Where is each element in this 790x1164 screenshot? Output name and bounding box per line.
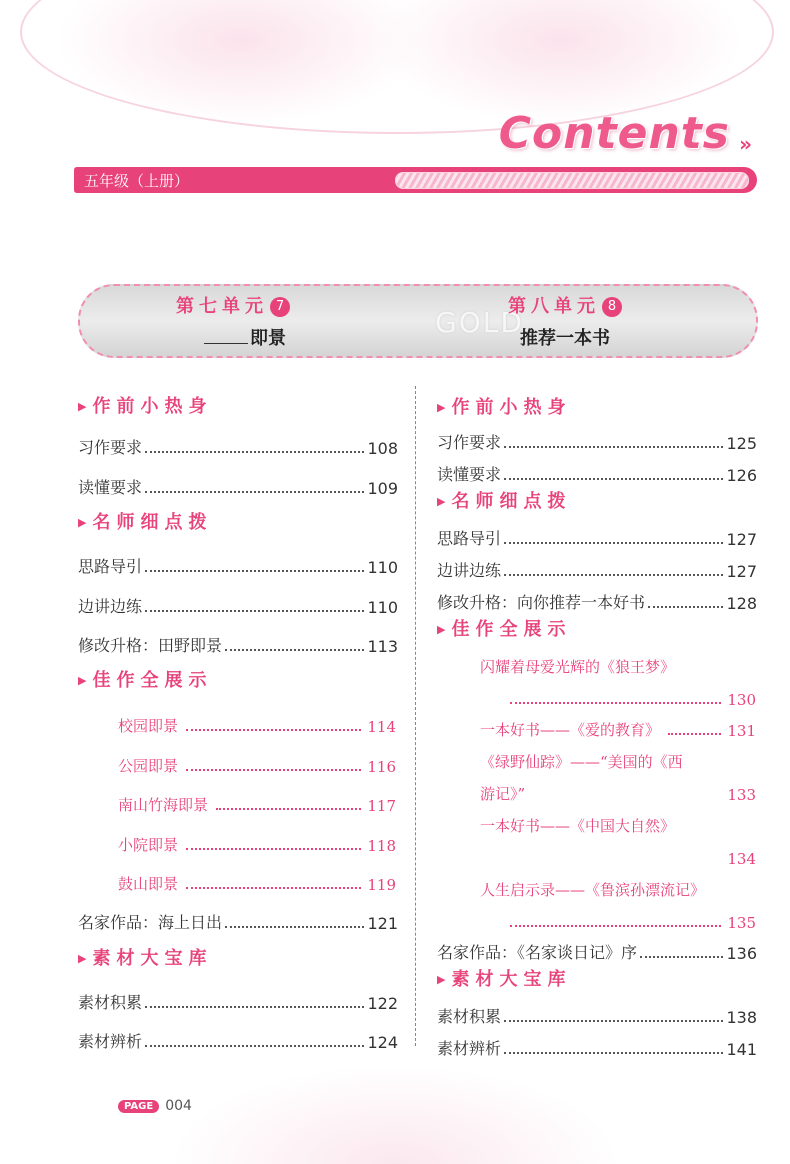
unit-8-title: 推荐一本书	[520, 328, 610, 349]
triangle-icon: ▶	[437, 495, 446, 508]
triangle-icon: ▶	[78, 400, 87, 413]
essay-entry[interactable]: 一本好书——《爱的教育》 131	[480, 721, 756, 740]
essay-entry[interactable]: 135	[480, 902, 756, 932]
grade-label: 五年级（上册）	[84, 172, 190, 190]
section-heading: ▶ 作前小热身	[78, 396, 213, 417]
toc-entry[interactable]: 读懂要求 126	[437, 465, 757, 485]
section-heading: ▶ 素材大宝库	[78, 948, 213, 969]
triangle-icon: ▶	[437, 973, 446, 986]
unit-8-number: 8	[602, 297, 622, 317]
essay-entry-title[interactable]: 一本好书——《中国大自然》	[480, 817, 676, 835]
unit-banner	[78, 284, 758, 358]
unit-7-header	[176, 292, 290, 318]
toc-entry[interactable]: 思路导引 127	[437, 529, 757, 549]
striped-decoration	[395, 172, 749, 189]
column-divider	[415, 386, 416, 1046]
page-badge: PAGE	[118, 1100, 159, 1113]
essay-entry[interactable]: 校园即景 114	[118, 717, 396, 736]
page-number	[118, 1098, 192, 1114]
double-arrow-icon: »	[739, 132, 752, 156]
toc-entry[interactable]: 素材积累 138	[437, 1007, 757, 1027]
contents-title: Contents	[498, 108, 730, 159]
essay-entry[interactable]: 鼓山即景 119	[118, 875, 396, 894]
essay-entry[interactable]: 134	[727, 850, 756, 868]
toc-entry[interactable]: 名家作品：《名家谈日记》序 136	[437, 943, 757, 963]
gold-watermark: GOLD	[435, 306, 524, 339]
toc-entry[interactable]: 边讲边练 110	[78, 597, 398, 617]
essay-entry[interactable]: 130	[480, 679, 756, 709]
unit-7-number: 7	[270, 297, 290, 317]
section-heading: ▶ 佳作全展示	[78, 670, 213, 691]
essay-entry[interactable]: 游记》” 133	[480, 785, 756, 804]
triangle-icon: ▶	[78, 516, 87, 529]
triangle-icon: ▶	[437, 623, 446, 636]
unit-8-header	[508, 292, 622, 318]
section-heading: ▶ 作前小热身	[437, 397, 572, 418]
toc-entry[interactable]: 修改升格：田野即景 113	[78, 636, 398, 656]
section-heading: ▶ 佳作全展示	[437, 619, 572, 640]
toc-entry[interactable]: 习作要求 108	[78, 438, 398, 458]
triangle-icon: ▶	[78, 674, 87, 687]
grade-bar	[74, 167, 757, 193]
toc-entry[interactable]: 素材辨析 124	[78, 1032, 398, 1052]
section-heading: ▶ 素材大宝库	[437, 969, 572, 990]
fill-blank	[204, 343, 248, 344]
toc-entry[interactable]: 修改升格：向你推荐一本好书 128	[437, 593, 757, 613]
toc-entry[interactable]: 习作要求 125	[437, 433, 757, 453]
section-heading: ▶ 名师细点拨	[437, 491, 572, 512]
essay-entry[interactable]: 公园即景 116	[118, 757, 396, 776]
page-number-text: 004	[165, 1098, 192, 1114]
toc-entry[interactable]: 思路导引 110	[78, 557, 398, 577]
toc-entry[interactable]: 素材辨析 141	[437, 1039, 757, 1059]
toc-entry[interactable]: 素材积累 122	[78, 993, 398, 1013]
essay-entry-title[interactable]: 人生启示录——《鲁滨孙漂流记》	[480, 881, 706, 899]
unit-7-title	[204, 324, 286, 350]
toc-entry[interactable]: 名家作品：海上日出 121	[78, 913, 398, 933]
toc-entry[interactable]: 边讲边练 127	[437, 561, 757, 581]
section-heading: ▶ 名师细点拨	[78, 512, 213, 533]
essay-entry[interactable]: 南山竹海即景 117	[118, 796, 396, 815]
triangle-icon: ▶	[78, 952, 87, 965]
essay-entry[interactable]: 小院即景 118	[118, 836, 396, 855]
essay-entry-title[interactable]: 闪耀着母爱光辉的《狼王梦》	[480, 658, 676, 676]
toc-entry[interactable]: 读懂要求 109	[78, 478, 398, 498]
unit-7-title-text: 即景	[250, 328, 286, 349]
unit-7-name: 第七单元	[176, 296, 268, 317]
unit-8-name: 第八单元	[508, 296, 600, 317]
triangle-icon: ▶	[437, 401, 446, 414]
essay-entry-title[interactable]: 《绿野仙踪》——“美国的《西	[480, 753, 683, 771]
